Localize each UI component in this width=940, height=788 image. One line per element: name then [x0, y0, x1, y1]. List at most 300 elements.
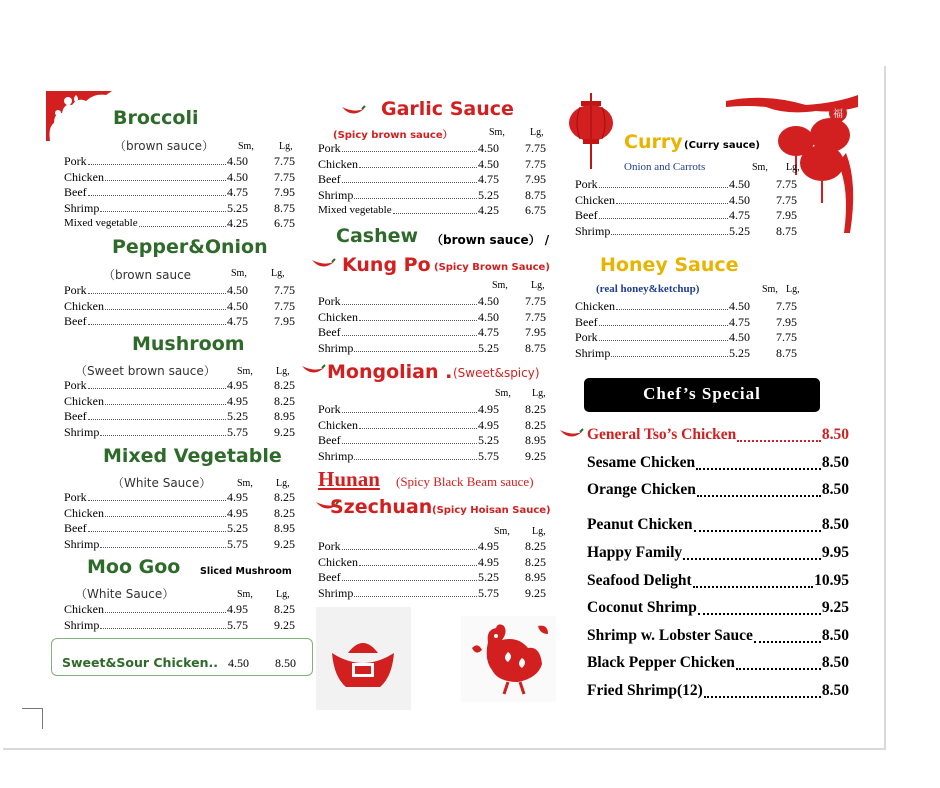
moo-goo-size-sm: Sm, — [237, 589, 253, 600]
mongolian-list — [318, 402, 556, 464]
menu-item-row — [64, 201, 305, 217]
szechuan-title: Szechuan — [330, 496, 433, 518]
price-small: 4.50 — [729, 330, 750, 344]
menu-item-row — [575, 299, 807, 315]
menu-item-row — [575, 193, 807, 209]
leader-dots — [88, 419, 226, 420]
menu-item-row — [64, 506, 305, 522]
price-large: 8.25 — [274, 393, 295, 408]
leader-dots — [342, 304, 477, 305]
menu-item-name: Beef — [64, 521, 87, 535]
special-item-price: 8.50 — [821, 481, 849, 498]
price-large: 8.25 — [525, 402, 546, 416]
price-small: 5.25 — [729, 223, 750, 238]
kungpo-title: Kung Po — [342, 254, 431, 276]
honey-subtitle: (real honey&ketchup) — [596, 283, 700, 295]
leader-dots — [105, 180, 226, 181]
special-item-name: Shrimp w. Lobster Sauce — [587, 627, 753, 644]
price-large: 7.75 — [274, 169, 295, 184]
price-large: 7.75 — [274, 154, 295, 168]
menu-item-name: Chicken — [318, 156, 358, 171]
menu-item-row — [318, 570, 556, 586]
mixed-vegetable-title: Mixed Vegetable — [103, 445, 282, 467]
special-item-name: General Tso’s Chicken — [587, 426, 737, 443]
menu-item-row — [64, 283, 305, 299]
garlic-title: Garlic Sauce — [381, 98, 514, 120]
menu-item-name: Beef — [318, 325, 341, 339]
menu-item-row — [575, 315, 807, 331]
menu-item-name: Pork — [318, 402, 341, 416]
price-small: 4.95 — [227, 505, 248, 520]
leader-dots — [105, 404, 226, 405]
garlic-size-lg: Lg, — [530, 127, 544, 138]
kungpo-subtitle: (Spicy Brown Sauce) — [434, 262, 550, 273]
leader-dots — [696, 468, 821, 470]
menu-item-row — [575, 208, 807, 224]
chili-pepper-icon — [558, 428, 584, 442]
menu-item-row — [64, 170, 305, 186]
price-large: 8.95 — [274, 409, 295, 423]
curry-sauce: (Curry sauce) — [684, 140, 760, 151]
menu-item-name: Beef — [318, 433, 341, 447]
leader-dots — [359, 565, 477, 566]
price-small: 4.50 — [729, 299, 750, 313]
sweet-sour-lg: 8.50 — [275, 656, 296, 670]
leader-dots — [736, 668, 821, 670]
price-large: 9.25 — [274, 536, 295, 551]
broccoli-list — [64, 154, 305, 232]
broccoli-size-lg: Lg, — [279, 141, 293, 152]
chili-pepper-icon — [340, 105, 366, 119]
price-small: 4.50 — [478, 309, 499, 324]
menu-item-name: Pork — [64, 378, 87, 392]
leader-dots — [599, 187, 728, 188]
menu-item-row — [64, 618, 305, 634]
menu-item-row — [64, 409, 305, 425]
moo-goo-list — [64, 602, 305, 633]
sweet-sour-name: Sweet&Sour Chicken.. — [62, 655, 219, 670]
leader-dots — [693, 586, 813, 588]
special-item — [587, 599, 849, 619]
price-small: 5.25 — [729, 345, 750, 360]
menu-item-row — [64, 299, 305, 315]
honey-title: Honey Sauce — [600, 254, 739, 276]
menu-item-name: Shrimp — [64, 536, 100, 551]
menu-item-name: Beef — [64, 409, 87, 423]
pepper-onion-size-lg: Lg, — [271, 268, 285, 279]
price-large: 6.75 — [274, 216, 295, 230]
special-item — [587, 481, 849, 501]
price-large: 7.75 — [776, 177, 797, 191]
leader-dots — [704, 696, 821, 698]
menu-item-row — [575, 224, 807, 240]
mongolian-subtitle: (Sweet&spicy) — [453, 366, 540, 380]
leader-dots — [698, 613, 821, 615]
price-small: 4.95 — [478, 554, 499, 569]
curry-subtitle: Onion and Carrots — [624, 161, 706, 173]
menu-item-row — [318, 141, 556, 157]
kungpo-list — [318, 294, 556, 356]
price-large: 7.95 — [776, 208, 797, 222]
mongolian-size-sm: Sm, — [495, 388, 511, 399]
price-large: 8.25 — [525, 554, 546, 569]
leader-dots — [100, 211, 226, 212]
menu-item-name: Chicken — [64, 298, 104, 313]
special-item — [587, 426, 849, 446]
price-small: 4.50 — [227, 298, 248, 313]
price-large: 8.25 — [525, 539, 546, 553]
menu-item-row — [64, 378, 305, 394]
menu-item-row — [575, 177, 807, 193]
menu-item-name: Chicken — [318, 309, 358, 324]
price-large: 8.95 — [274, 521, 295, 535]
price-small: 5.25 — [478, 187, 499, 202]
menu-item-name: Chicken — [318, 554, 358, 569]
curry-list — [575, 177, 807, 239]
leader-dots — [100, 435, 226, 436]
special-item — [587, 654, 849, 674]
broccoli-subtitle: （brown sauce） — [114, 139, 215, 153]
leader-dots — [683, 558, 821, 560]
menu-item-name: Pork — [318, 294, 341, 308]
kungpo-size-lg: Lg, — [531, 280, 545, 291]
menu-item-name: Pork — [575, 177, 598, 191]
cashew-sub: （brown sauce） / — [431, 233, 550, 247]
menu-item-name: Shrimp — [64, 424, 100, 439]
price-large: 8.75 — [525, 340, 546, 355]
price-large: 7.75 — [776, 192, 797, 207]
special-item-price: 9.25 — [821, 599, 849, 616]
price-small: 5.25 — [478, 340, 499, 355]
price-small: 5.75 — [227, 424, 248, 439]
leader-dots — [88, 164, 226, 165]
price-small: 4.50 — [227, 283, 248, 297]
menu-item-name: Chicken — [318, 417, 358, 432]
price-small: 4.95 — [227, 602, 248, 616]
menu-item-name: Shrimp — [64, 200, 100, 215]
papercut-corner-icon — [46, 91, 112, 141]
price-small: 4.25 — [227, 216, 248, 230]
price-large: 7.95 — [525, 325, 546, 339]
menu-item-row — [318, 172, 556, 188]
price-small: 4.75 — [729, 314, 750, 329]
leader-dots — [342, 151, 477, 152]
menu-item-row — [318, 402, 556, 418]
leader-dots — [105, 309, 226, 310]
price-large: 7.75 — [525, 141, 546, 155]
curry-size-sm: Sm, — [752, 162, 768, 173]
price-large: 8.75 — [525, 187, 546, 202]
menu-item-row — [318, 294, 556, 310]
price-large: 7.75 — [776, 330, 797, 344]
chili-pepper-icon — [310, 258, 336, 272]
price-small: 4.50 — [478, 141, 499, 155]
menu-item-name: Shrimp — [318, 340, 354, 355]
pepper-onion-title: Pepper&Onion — [112, 236, 268, 258]
cashew-title: Cashew — [336, 225, 419, 247]
mixed-vegetable-list — [64, 490, 305, 552]
price-small: 4.50 — [729, 192, 750, 207]
special-item-name: Orange Chicken — [587, 481, 696, 498]
special-item-name: Happy Family — [587, 544, 683, 561]
leader-dots — [616, 309, 728, 310]
price-large: 7.95 — [776, 314, 797, 329]
leader-dots — [359, 320, 477, 321]
price-large: 7.95 — [274, 185, 295, 199]
broccoli-title: Broccoli — [113, 107, 199, 129]
mushroom-size-lg: Lg, — [276, 366, 290, 377]
special-item-price: 8.50 — [821, 516, 849, 533]
gold-ingot-icon — [328, 633, 398, 693]
hunan-subtitle: (Spicy Black Beam sauce) — [396, 474, 534, 489]
leader-dots — [611, 234, 728, 235]
rooster-icon — [468, 618, 552, 698]
mongolian-size-lg: Lg, — [532, 388, 546, 399]
menu-item-row — [64, 154, 305, 170]
menu-item-row — [318, 433, 556, 449]
leader-dots — [354, 459, 477, 460]
mushroom-title: Mushroom — [132, 333, 245, 355]
special-item-price: 8.50 — [821, 682, 849, 699]
szechuan-list — [318, 539, 556, 601]
leader-dots — [88, 324, 226, 325]
price-large: 8.95 — [525, 570, 546, 584]
price-small: 4.75 — [478, 325, 499, 339]
price-small: 4.75 — [478, 172, 499, 186]
leader-dots — [354, 198, 477, 199]
leader-dots — [88, 293, 226, 294]
leader-dots — [342, 443, 477, 444]
special-item-name: Coconut Shrimp — [587, 599, 697, 616]
price-small: 5.25 — [478, 570, 499, 584]
price-small: 4.75 — [227, 314, 248, 328]
special-item-name: Peanut Chicken — [587, 516, 693, 533]
menu-item-row — [318, 539, 556, 555]
special-item-price: 10.95 — [814, 572, 849, 589]
price-small: 4.50 — [478, 294, 499, 308]
menu-item-name: Shrimp — [575, 223, 611, 238]
leader-dots — [754, 641, 821, 643]
price-small: 4.50 — [478, 156, 499, 171]
leader-dots — [100, 628, 226, 629]
menu-item-row — [318, 555, 556, 571]
leader-dots — [697, 495, 821, 497]
menu-item-name: Pork — [575, 330, 598, 344]
special-item-price: 8.50 — [821, 654, 849, 671]
szechuan-size-lg: Lg, — [532, 526, 546, 537]
price-small: 4.95 — [478, 402, 499, 416]
leader-dots — [393, 213, 477, 214]
special-item — [587, 544, 849, 564]
menu-item-row — [318, 586, 556, 602]
lantern-icon — [566, 93, 616, 173]
price-large: 7.75 — [274, 283, 295, 297]
menu-item-row — [318, 157, 556, 173]
menu-item-row — [64, 216, 305, 232]
menu-item-name: Shrimp — [318, 187, 354, 202]
menu-item-row — [64, 185, 305, 201]
menu-item-name: Shrimp — [318, 585, 354, 600]
menu-item-name: Beef — [318, 172, 341, 186]
price-large: 7.95 — [274, 314, 295, 328]
price-large: 9.25 — [525, 585, 546, 600]
price-small: 5.25 — [227, 521, 248, 535]
menu-item-row — [318, 188, 556, 204]
price-large: 8.25 — [525, 417, 546, 432]
price-large: 8.75 — [776, 345, 797, 360]
menu-item-row — [318, 449, 556, 465]
leader-dots — [342, 335, 477, 336]
menu-item-row — [64, 602, 305, 618]
leader-dots — [359, 167, 477, 168]
menu-item-name: Pork — [64, 283, 87, 297]
price-large: 6.75 — [525, 203, 546, 217]
menu-item-name: Chicken — [64, 602, 104, 616]
mushroom-subtitle: （Sweet brown sauce） — [75, 364, 216, 378]
special-item — [587, 572, 849, 592]
garlic-subtitle: (Spicy brown sauce） — [333, 130, 453, 141]
special-item — [587, 682, 849, 702]
price-small: 4.50 — [227, 154, 248, 168]
price-small: 4.75 — [227, 185, 248, 199]
leader-dots — [342, 580, 477, 581]
menu-item-row — [64, 394, 305, 410]
leader-dots — [88, 531, 226, 532]
menu-item-row — [64, 490, 305, 506]
pepper-onion-list — [64, 283, 305, 330]
menu-item-row — [318, 341, 556, 357]
price-large: 8.25 — [274, 490, 295, 504]
special-item-price: 8.50 — [821, 454, 849, 471]
moo-goo-subtitle: （White Sauce） — [75, 587, 175, 601]
price-small: 5.25 — [227, 409, 248, 423]
special-item-price: 8.50 — [821, 426, 849, 443]
price-small: 5.75 — [227, 536, 248, 551]
leader-dots — [737, 440, 821, 442]
leader-dots — [342, 412, 477, 413]
moo-goo-note: Sliced Mushroom — [200, 566, 292, 577]
leader-dots — [105, 612, 226, 613]
menu-item-row — [64, 521, 305, 537]
mixed-vegetable-size-lg: Lg, — [276, 478, 290, 489]
mushroom-size-sm: Sm, — [237, 366, 253, 377]
price-small: 5.25 — [227, 200, 248, 215]
curry-title: Curry — [624, 131, 683, 153]
price-small: 4.95 — [227, 393, 248, 408]
szechuan-size-sm: Sm, — [494, 526, 510, 537]
menu-item-name: Chicken — [575, 192, 615, 207]
leader-dots — [359, 428, 477, 429]
menu-item-row — [318, 418, 556, 434]
price-small: 4.95 — [227, 378, 248, 392]
menu-item-name: Beef — [575, 208, 598, 222]
mixed-vegetable-size-sm: Sm, — [237, 478, 253, 489]
menu-item-name: Pork — [64, 490, 87, 504]
price-large: 7.75 — [525, 294, 546, 308]
honey-size-lg: Lg, — [786, 284, 800, 295]
menu-item-name: Shrimp — [575, 345, 611, 360]
price-small: 5.75 — [478, 448, 499, 463]
price-small: 4.95 — [227, 490, 248, 504]
special-item — [587, 516, 849, 536]
menu-item-name: Mixed vegetable — [318, 204, 392, 216]
price-small: 5.75 — [478, 585, 499, 600]
price-large: 7.75 — [525, 156, 546, 171]
menu-item-row — [64, 425, 305, 441]
menu-item-row — [64, 537, 305, 553]
menu-item-name: Shrimp — [318, 448, 354, 463]
price-large: 7.75 — [776, 299, 797, 313]
price-small: 5.75 — [227, 617, 248, 632]
special-item-price: 8.50 — [821, 627, 849, 644]
leader-dots — [88, 195, 226, 196]
leader-dots — [599, 325, 728, 326]
mixed-vegetable-subtitle: （White Sauce） — [112, 476, 212, 490]
price-small: 4.25 — [478, 203, 499, 217]
price-large: 8.25 — [274, 602, 295, 616]
leader-dots — [88, 500, 226, 501]
leader-dots — [611, 356, 728, 357]
pepper-onion-subtitle: （brown sauce — [103, 268, 192, 282]
menu-item-name: Beef — [318, 570, 341, 584]
leader-dots — [616, 203, 728, 204]
special-item-name: Fried Shrimp(12) — [587, 682, 703, 699]
price-large: 9.25 — [525, 448, 546, 463]
page-corner-mark — [22, 708, 43, 729]
menu-item-name: Mixed vegetable — [64, 217, 138, 229]
menu-item-name: Pork — [64, 154, 87, 168]
curry-size-lg: Lg, — [786, 162, 800, 173]
hunan-title: Hunan — [318, 467, 380, 491]
menu-item-name: Beef — [64, 314, 87, 328]
menu-item-name: Chicken — [64, 393, 104, 408]
leader-dots — [599, 340, 728, 341]
pepper-onion-size-sm: Sm, — [231, 268, 247, 279]
leader-dots — [342, 182, 477, 183]
menu-item-name: Pork — [318, 141, 341, 155]
leader-dots — [694, 530, 821, 532]
leader-dots — [342, 549, 477, 550]
menu-item-row — [318, 325, 556, 341]
price-large: 8.75 — [776, 223, 797, 238]
menu-item-name: Beef — [575, 314, 598, 329]
menu-item-name: Beef — [64, 185, 87, 199]
broccoli-size-sm: Sm, — [238, 141, 254, 152]
price-large: 9.25 — [274, 617, 295, 632]
chili-pepper-icon — [300, 364, 326, 378]
leader-dots — [88, 388, 226, 389]
garlic-list — [318, 141, 556, 219]
price-large: 9.25 — [274, 424, 295, 439]
moo-goo-title: Moo Goo — [87, 556, 181, 578]
menu-item-name: Chicken — [575, 299, 615, 313]
leader-dots — [354, 351, 477, 352]
price-large: 8.75 — [274, 200, 295, 215]
kungpo-size-sm: Sm, — [492, 280, 508, 291]
price-large: 7.75 — [274, 298, 295, 313]
special-item-name: Black Pepper Chicken — [587, 654, 735, 671]
menu-item-name: Shrimp — [64, 617, 100, 632]
menu-item-row — [575, 346, 807, 362]
special-item-name: Seafood Delight — [587, 572, 692, 589]
special-item-name: Sesame Chicken — [587, 454, 696, 471]
menu-item-name: Chicken — [64, 505, 104, 520]
honey-size-sm: Sm, — [762, 284, 778, 295]
leader-dots — [354, 596, 477, 597]
price-large: 7.75 — [525, 309, 546, 324]
sweet-sour-sm: 4.50 — [228, 656, 249, 670]
special-item-price: 9.95 — [821, 544, 849, 561]
